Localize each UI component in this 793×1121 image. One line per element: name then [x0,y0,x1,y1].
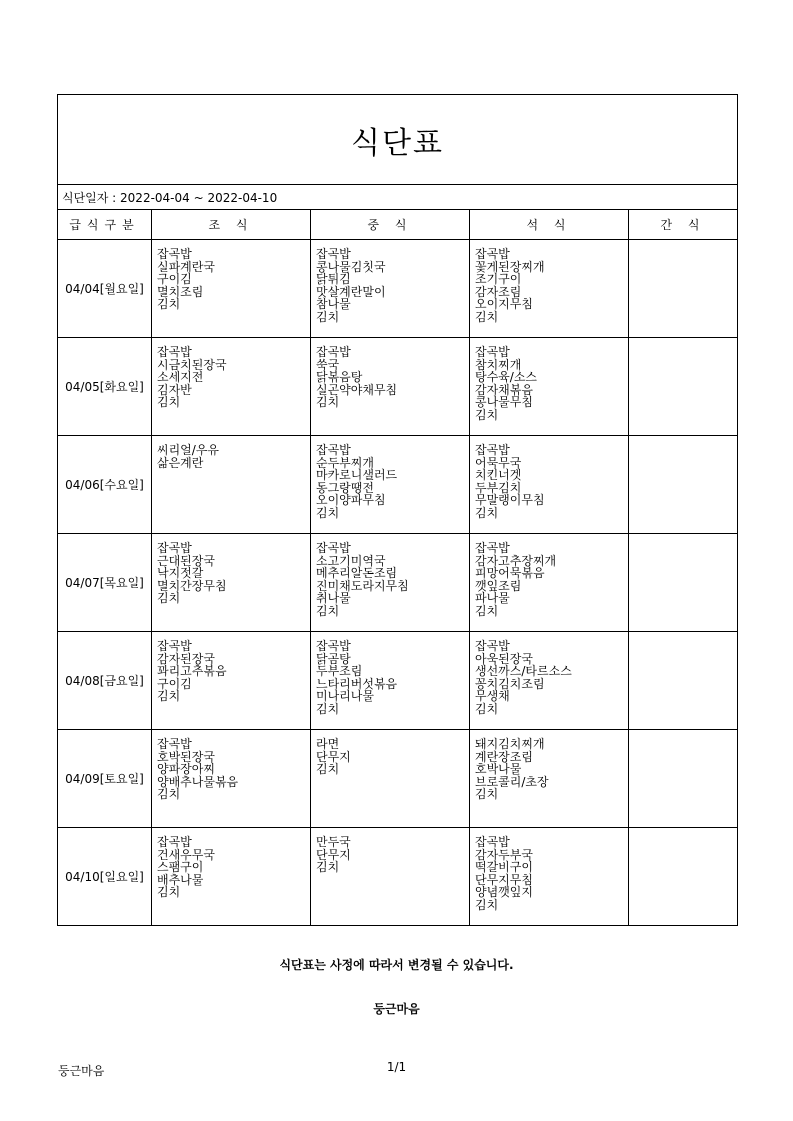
menu-item: 김치 [316,505,340,520]
table-row [58,338,738,436]
header-category: 급식구분 [58,210,152,240]
day-date: 04/05[화요일] [58,338,152,436]
day-date: 04/06[수요일] [58,436,152,534]
table-row [58,436,738,534]
table-row [58,534,738,632]
menu-item: 잡곡밥 [475,247,510,261]
header-snack: 간 식 [629,210,738,240]
menu-item: 감자고추장찌개 [475,553,557,568]
table-row [58,240,738,338]
organization-name: 둥근마음 [373,1002,420,1016]
menu-item: 콩나물김칫국 [316,259,386,274]
menu-item: 잡곡밥 [157,345,192,359]
menu-item: 단무지 [316,749,351,764]
menu-item: 순두부찌개 [316,455,374,470]
menu-item: 김치 [475,897,499,912]
menu-item: 김치 [316,701,340,716]
menu-item: 김치 [157,885,181,899]
snack-cell [629,240,738,338]
menu-item: 감자조림 [475,284,522,299]
menu-item: 조기구이 [475,272,522,286]
page-title: 식단표 [58,95,738,185]
menu-item: 두부조림 [316,664,363,678]
menu-item: 단무지 [316,847,351,862]
menu-item: 양파장아찌 [157,762,215,776]
menu-item: 어묵무국 [475,455,522,470]
header-dinner: 석 식 [470,210,629,240]
menu-item: 미나리나물 [316,689,374,703]
change-notice: 식단표는 사정에 따라서 변경될 수 있습니다. [279,958,514,972]
snack-cell [629,828,738,926]
menu-item: 김치 [157,787,181,801]
table-row [58,828,738,926]
lunch-cell [311,632,470,730]
menu-item: 탕수육/소스 [475,370,538,384]
menu-item: 닭볶음탕 [316,370,363,384]
page-number: 1/1 [386,1060,407,1074]
snack-cell [629,632,738,730]
menu-item: 멸치간장무침 [157,578,227,593]
snack-cell [629,338,738,436]
snack-cell [629,436,738,534]
day-date: 04/07[목요일] [58,534,152,632]
lunch-cell [311,828,470,926]
menu-item: 잡곡밥 [157,247,192,261]
menu-item: 꽈리고추볶음 [157,664,227,678]
menu-item: 파나물 [475,591,510,605]
menu-item: 낙지젓갈 [157,566,204,580]
breakfast-cell [152,828,311,926]
menu-item: 실곤약야채무침 [316,382,398,397]
menu-item: 참치찌개 [475,357,522,372]
breakfast-cell [152,436,311,534]
menu-item: 김치 [475,787,499,801]
menu-item: 잡곡밥 [316,639,351,653]
menu-item: 김치 [316,395,340,409]
day-date: 04/10[일요일] [58,828,152,926]
menu-item: 단무지무침 [475,872,533,887]
menu-item: 건새우무국 [157,847,215,862]
menu-item: 쑥국 [316,357,340,372]
menu-item: 양념깻잎지 [475,885,533,899]
menu-item: 계란장조림 [475,749,533,764]
menu-item: 닭튀김 [316,272,351,286]
menu-item: 잡곡밥 [475,541,510,555]
menu-item: 멸치조림 [157,284,204,299]
table-row [58,632,738,730]
menu-item: 오이지무침 [475,297,533,311]
menu-item: 메추리알돈조림 [316,566,398,580]
menu-item: 소세지전 [157,370,204,384]
menu-item: 잡곡밥 [157,835,192,849]
menu-item: 김치 [475,603,499,618]
menu-table [57,94,738,926]
menu-item: 김치 [475,701,499,716]
menu-item: 김치 [157,297,181,311]
menu-item: 돼지김치찌개 [475,737,545,751]
menu-item: 잡곡밥 [475,443,510,457]
menu-item: 김치 [316,603,340,618]
menu-item: 김치 [475,309,499,324]
menu-item: 깻잎조림 [475,578,522,593]
lunch-cell [311,240,470,338]
menu-item: 생선까스/타르소스 [475,664,572,678]
menu-item: 구이김 [157,676,192,691]
menu-item: 삶은계란 [157,455,204,470]
lunch-cell [311,338,470,436]
day-date: 04/09[토요일] [58,730,152,828]
menu-item: 씨리얼/우유 [157,443,220,457]
menu-item: 감자된장국 [157,651,215,666]
lunch-cell [311,436,470,534]
day-date: 04/04[월요일] [58,240,152,338]
breakfast-cell [152,632,311,730]
menu-item: 꽃게된장찌개 [475,259,545,274]
dinner-cell [470,730,629,828]
menu-item: 동그랑땡전 [316,480,374,495]
lunch-cell [311,534,470,632]
dinner-cell [470,632,629,730]
breakfast-cell [152,534,311,632]
dinner-cell [470,240,629,338]
menu-item: 콩나물무침 [475,395,533,409]
table-header-row [58,210,738,240]
menu-item: 무말랭이무침 [475,493,545,507]
menu-item: 김치 [316,309,340,324]
menu-item: 김치 [157,591,181,605]
menu-item: 잡곡밥 [475,345,510,359]
menu-item: 실파계란국 [157,259,215,274]
menu-item: 김치 [157,689,181,703]
header-lunch: 중 식 [311,210,470,240]
menu-item: 오이양파무침 [316,493,386,507]
menu-item: 호박나물 [475,762,522,776]
table-row [58,730,738,828]
menu-item: 감자두부국 [475,847,533,862]
menu-period: 식단일자 : 2022-04-04 ~ 2022-04-10 [58,185,738,210]
header-breakfast: 조 식 [152,210,311,240]
menu-item: 참나물 [316,297,351,311]
menu-item: 양배추나물볶음 [157,774,239,789]
menu-item: 잡곡밥 [316,443,351,457]
menu-item: 김자반 [157,382,192,397]
menu-item: 아욱된장국 [475,651,533,666]
menu-item: 맛살계란말이 [316,284,386,299]
menu-item: 브로콜리/초장 [475,774,549,789]
snack-cell [629,730,738,828]
menu-item: 치킨너겟 [475,468,522,482]
menu-item: 잡곡밥 [157,737,192,751]
menu-item: 잡곡밥 [316,345,351,359]
menu-item: 마카로니샐러드 [316,468,398,482]
menu-item: 무생채 [475,689,510,703]
menu-item: 꽁치김치조림 [475,676,545,691]
footer-organization: 둥근마음 [58,1064,105,1078]
menu-item: 시금치된장국 [157,357,227,372]
day-date: 04/08[금요일] [58,632,152,730]
menu-item: 느타리버섯볶음 [316,676,398,691]
menu-item: 김치 [475,407,499,422]
menu-item: 김치 [475,505,499,520]
menu-sheet [57,94,737,926]
menu-item: 닭곰탕 [316,651,351,666]
menu-item: 진미채도라지무침 [316,578,409,593]
menu-item: 호박된장국 [157,749,215,764]
breakfast-cell [152,338,311,436]
menu-item: 잡곡밥 [316,247,351,261]
lunch-cell [311,730,470,828]
dinner-cell [470,436,629,534]
menu-item: 잡곡밥 [316,541,351,555]
menu-item: 구이김 [157,272,192,286]
dinner-cell [470,338,629,436]
menu-item: 김치 [316,762,340,776]
menu-item: 피망어묵볶음 [475,566,545,580]
menu-item: 김치 [157,395,181,409]
menu-item: 떡갈비구이 [475,860,533,874]
snack-cell [629,534,738,632]
menu-item: 스팸구이 [157,860,204,874]
menu-item: 두부김치 [475,480,522,495]
menu-item: 취나물 [316,591,351,605]
breakfast-cell [152,240,311,338]
menu-item: 잡곡밥 [475,835,510,849]
menu-item: 감자채볶음 [475,382,533,397]
menu-item: 잡곡밥 [157,639,192,653]
menu-item: 잡곡밥 [157,541,192,555]
dinner-cell [470,534,629,632]
menu-item: 잡곡밥 [475,639,510,653]
menu-item: 라면 [316,737,340,751]
breakfast-cell [152,730,311,828]
dinner-cell [470,828,629,926]
menu-item: 소고기미역국 [316,553,386,568]
menu-item: 김치 [316,860,340,874]
menu-item: 만두국 [316,835,351,849]
menu-item: 배추나물 [157,872,204,887]
menu-item: 근대된장국 [157,553,215,568]
